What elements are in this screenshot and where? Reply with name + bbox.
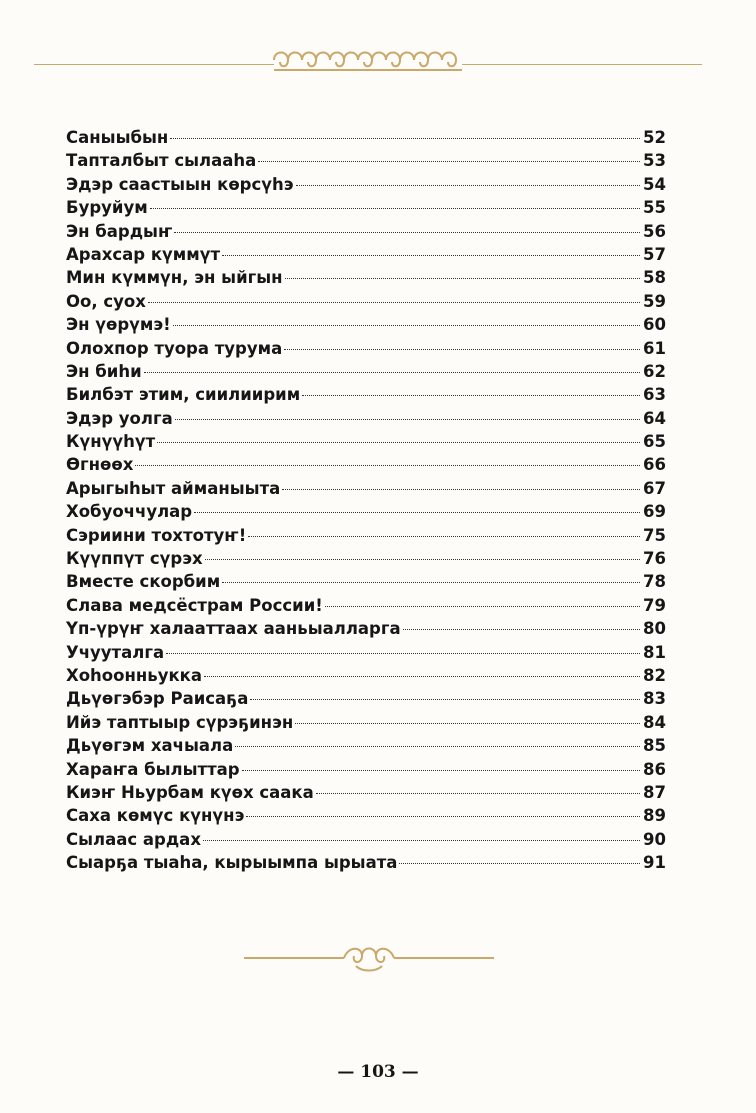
toc-entry-page: 91	[643, 853, 666, 873]
toc-entry	[66, 266, 666, 289]
toc-dot-leader	[235, 745, 640, 747]
toc-entry-page: 89	[643, 806, 666, 826]
toc-dot-leader	[399, 862, 640, 864]
toc-entry	[66, 758, 666, 781]
toc-entry	[66, 149, 666, 172]
toc-entry	[66, 828, 666, 851]
toc-entry	[66, 477, 666, 500]
toc-entry-title: Эдэр саастыын көрсүһэ	[66, 174, 294, 194]
toc-entry-page: 57	[643, 244, 666, 264]
toc-dot-leader	[295, 722, 640, 724]
toc-entry-page: 65	[643, 432, 666, 452]
toc-entry-title: Күүппүт сүрэх	[66, 549, 203, 569]
toc-entry	[66, 196, 666, 219]
toc-dot-leader	[282, 488, 640, 490]
toc-dot-leader	[316, 792, 640, 794]
toc-entry	[66, 570, 666, 593]
toc-entry-page: 66	[643, 455, 666, 475]
toc-entry	[66, 851, 666, 874]
top-rule-right	[462, 64, 702, 65]
toc-entry	[66, 383, 666, 406]
toc-entry-page: 90	[643, 829, 666, 849]
toc-dot-leader	[150, 207, 640, 209]
toc-entry	[66, 313, 666, 336]
toc-entry-title: Саха көмүс күнүнэ	[66, 806, 245, 826]
toc-dot-leader	[157, 441, 640, 443]
toc-entry	[66, 126, 666, 149]
toc-entry-title: Буруйум	[66, 198, 148, 218]
toc-entry-title: Сылаас ардах	[66, 829, 201, 849]
toc-entry-page: 86	[643, 759, 666, 779]
toc-entry-page: 83	[643, 689, 666, 709]
toc-entry-page: 59	[643, 291, 666, 311]
toc-entry-page: 87	[643, 782, 666, 802]
toc-entry-title: Сыарҕа тыаһа, кырыымпа ырыата	[66, 853, 398, 873]
toc-entry-title: Арыгыһыт айманыыта	[66, 478, 281, 498]
toc-dot-leader	[166, 652, 640, 654]
toc-dot-leader	[175, 418, 640, 420]
toc-entry-page: 81	[643, 642, 666, 662]
toc-entry-title: Үп-үрүҥ халааттаах ааньыалларга	[66, 619, 401, 639]
toc-dot-leader	[173, 324, 640, 326]
toc-dot-leader	[170, 137, 640, 139]
toc-entry	[66, 524, 666, 547]
toc-dot-leader	[302, 394, 640, 396]
ornamental-scroll-icon	[244, 940, 494, 976]
toc-entry-title: Арахсар күммүт	[66, 244, 221, 264]
toc-entry-page: 79	[643, 595, 666, 615]
toc-dot-leader	[204, 675, 640, 677]
toc-entry-title: Ийэ таптыыр сүрэҕинэн	[66, 712, 294, 732]
toc-entry	[66, 781, 666, 804]
toc-entry	[66, 500, 666, 523]
toc-entry-title: Өгнөөх	[66, 455, 134, 475]
toc-dot-leader	[205, 558, 640, 560]
toc-dot-leader	[242, 769, 640, 771]
toc-entry-title: Күнүүһүт	[66, 432, 156, 452]
toc-dot-leader	[250, 698, 640, 700]
toc-entry	[66, 290, 666, 313]
toc-entry-title: Хоһоонньукка	[66, 665, 202, 685]
toc-entry-page: 53	[643, 151, 666, 171]
toc-entry	[66, 804, 666, 827]
toc-entry-title: Оо, суох	[66, 291, 146, 311]
toc-entry	[66, 337, 666, 360]
toc-dot-leader	[144, 371, 640, 373]
toc-entry-page: 52	[643, 128, 666, 147]
toc-entry-title: Эн бардыҥ	[66, 221, 173, 241]
toc-entry-title: Эдэр уолга	[66, 408, 173, 428]
toc-entry-title: Билбэт этим, сиилиирим	[66, 385, 301, 405]
toc-dot-leader	[203, 839, 640, 841]
toc-dot-leader	[296, 184, 640, 186]
top-rule-left	[34, 64, 274, 65]
toc-entry-title: Дьүөгэм хачыала	[66, 736, 234, 756]
toc-entry-title: Слава медсёстрам России!	[66, 595, 323, 615]
ornamental-scroll-band-icon	[268, 40, 468, 80]
toc-entry-page: 61	[643, 338, 666, 358]
toc-entry-page: 80	[643, 619, 666, 639]
toc-entry-page: 69	[643, 502, 666, 522]
toc-entry	[66, 173, 666, 196]
page-number: — 103 —	[337, 1062, 419, 1082]
toc-dot-leader	[403, 628, 640, 630]
toc-entry-page: 84	[643, 712, 666, 732]
toc-entry	[66, 360, 666, 383]
toc-entry	[66, 617, 666, 640]
toc-entry-page: 55	[643, 198, 666, 218]
toc-entry-title: Хобуоччулар	[66, 502, 193, 522]
toc-entry-title: Хараҥа былыттар	[66, 759, 240, 779]
toc-entry-title: Дьүөгэбэр Раисаҕа	[66, 689, 249, 709]
toc-entry	[66, 243, 666, 266]
toc-entry-title: Киэҥ Ньурбам күөх саака	[66, 782, 314, 802]
toc-entry-page: 78	[643, 572, 666, 592]
toc-entry-page: 58	[643, 268, 666, 288]
toc-entry-page: 60	[643, 315, 666, 335]
toc-dot-leader	[248, 535, 640, 537]
toc-entry-title: Олохпор туора турума	[66, 338, 283, 358]
toc-entry	[66, 687, 666, 710]
toc-entry-page: 76	[643, 549, 666, 569]
toc-entry-title: Вместе скорбим	[66, 572, 221, 592]
toc-dot-leader	[284, 348, 640, 350]
toc-dot-leader	[222, 581, 640, 583]
toc-entry	[66, 430, 666, 453]
toc-dot-leader	[222, 254, 640, 256]
toc-entry-page: 62	[643, 361, 666, 381]
toc-entry	[66, 664, 666, 687]
toc-entry	[66, 220, 666, 243]
toc-entry-page: 82	[643, 665, 666, 685]
toc-dot-leader	[246, 815, 640, 817]
toc-entry-page: 63	[643, 385, 666, 405]
toc-dot-leader	[325, 605, 640, 607]
toc-entry	[66, 734, 666, 757]
toc-entry	[66, 547, 666, 570]
toc-entry-page: 54	[643, 174, 666, 194]
toc-entry-title: Мин күммүн, эн ыйгын	[66, 268, 283, 288]
toc-entry-page: 85	[643, 736, 666, 756]
toc-dot-leader	[148, 301, 640, 303]
toc-entry-page: 56	[643, 221, 666, 241]
toc-dot-leader	[135, 464, 640, 466]
toc-dot-leader	[285, 277, 640, 279]
toc-entry	[66, 711, 666, 734]
toc-entry-page: 64	[643, 408, 666, 428]
toc-entry	[66, 641, 666, 664]
toc-entry	[66, 594, 666, 617]
toc-entry-title: Саныыбын	[66, 128, 169, 147]
toc-entry-title: Сэриини тохтотуҥ!	[66, 525, 247, 545]
toc-entry	[66, 407, 666, 430]
toc-entry-page: 75	[643, 525, 666, 545]
table-of-contents	[66, 126, 666, 875]
toc-entry-title: Тапталбыт сылааһа	[66, 151, 257, 171]
toc-entry-title: Эн үөрүмэ!	[66, 315, 171, 335]
toc-entry-page: 67	[643, 478, 666, 498]
toc-dot-leader	[194, 511, 640, 513]
toc-entry	[66, 453, 666, 476]
toc-entry-title: Эн биһи	[66, 361, 142, 381]
toc-dot-leader	[258, 160, 640, 162]
toc-dot-leader	[174, 231, 640, 233]
toc-entry-title: Учууталга	[66, 642, 165, 662]
